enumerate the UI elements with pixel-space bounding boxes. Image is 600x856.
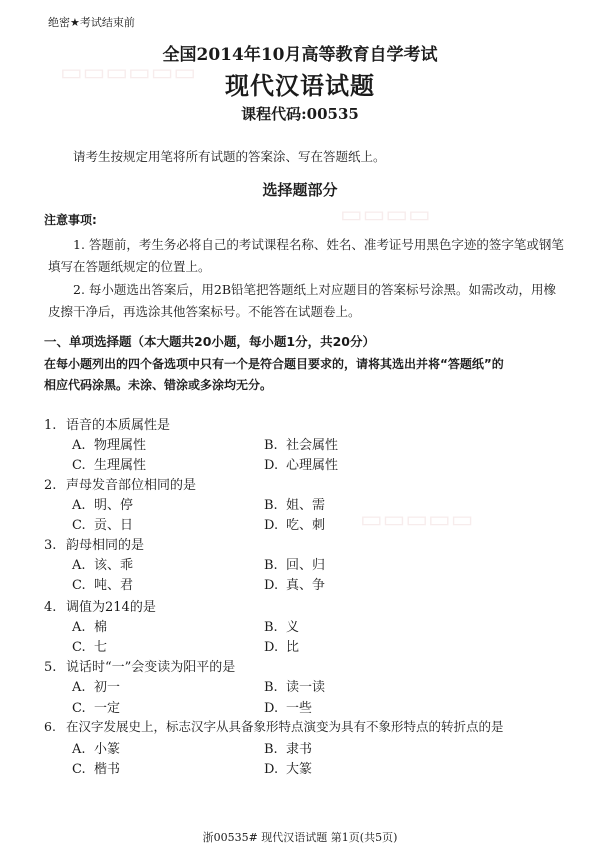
question-text: 调值为214的是 [66, 600, 156, 615]
question-text: 在汉字发展史上，标志汉字从具备象形特点演变为具有不象形特点的转折点的是 [66, 719, 504, 734]
question-text: 韵母相同的是 [66, 538, 145, 553]
option-label: D. [264, 578, 279, 593]
part-heading-main: 一、单项选择题 [44, 334, 132, 349]
option-text: 一些 [286, 701, 313, 716]
option-label: D. [264, 640, 279, 655]
secret-mark-suffix: 考试结束前 [79, 16, 135, 29]
option-text: 明、停 [94, 498, 134, 513]
course-code: 课程代码:00535 [241, 105, 359, 123]
part-directive-line1: 在每小题列出的四个备选项中只有一个是符合题目要求的，请将其选出并将“答题纸”的 [44, 357, 504, 371]
question-4 [44, 596, 156, 615]
answer-option-4C [72, 636, 107, 655]
watermark-decoration: ▭▭▭▭ [340, 200, 431, 228]
option-label: C. [72, 518, 86, 533]
general-instruction: 请考生按规定用笔将所有试题的答案涂、写在答题纸上。 [73, 149, 386, 164]
option-text: 隶书 [286, 742, 313, 757]
answer-option-5A [72, 676, 120, 695]
question-number: 1. [44, 418, 57, 433]
answer-option-1A [72, 434, 146, 453]
star-icon: ★ [70, 16, 80, 29]
question-number: 2. [44, 478, 57, 493]
answer-option-1B [264, 434, 338, 453]
watermark-decoration: ▭▭▭▭▭▭ [60, 58, 197, 86]
answer-option-4B [264, 616, 299, 635]
question-2 [44, 474, 196, 493]
option-text: 姐、需 [286, 498, 326, 513]
option-text: 楷书 [94, 762, 121, 777]
part-directive-line2: 相应代码涂黑。未涂、错涂或多涂均无分。 [44, 378, 273, 392]
option-label: B. [264, 438, 278, 453]
option-text: 真、争 [286, 578, 326, 593]
secret-mark [48, 14, 135, 30]
option-label: A. [72, 558, 86, 573]
question-1 [44, 414, 170, 433]
answer-option-1D [264, 454, 338, 473]
option-text: 读一读 [286, 680, 326, 695]
question-6 [44, 717, 504, 735]
answer-option-2B [264, 494, 325, 513]
notes-title: 注意事项: [44, 213, 97, 227]
option-text: 吨、君 [94, 578, 134, 593]
answer-option-4D [264, 636, 299, 655]
answer-option-5C [72, 697, 120, 716]
option-label: D. [264, 518, 279, 533]
option-text: 比 [286, 640, 300, 655]
option-text: 吃、刺 [286, 518, 326, 533]
option-text: 心理属性 [286, 458, 339, 473]
answer-option-1C [72, 454, 146, 473]
answer-option-6C [72, 758, 120, 777]
question-number: 5. [44, 660, 57, 675]
option-text: 七 [94, 640, 108, 655]
question-text: 声母发音部位相同的是 [66, 478, 197, 493]
option-text: 一定 [94, 701, 121, 716]
answer-option-6B [264, 738, 312, 757]
option-label: B. [264, 742, 278, 757]
question-3 [44, 534, 144, 553]
option-text: 回、归 [286, 558, 326, 573]
option-text: 生理属性 [94, 458, 147, 473]
note-item-2-line1: 2. 每小题选出答案后，用2B铅笔把答题纸上对应题目的答案标号涂黑。如需改动，用橡 [73, 282, 557, 297]
question-number: 3. [44, 538, 57, 553]
answer-option-6A [72, 738, 120, 757]
answer-option-5B [264, 676, 325, 695]
option-text: 该、乖 [94, 558, 134, 573]
answer-option-6D [264, 758, 312, 777]
note-item-1-line2: 填写在答题纸规定的位置上。 [48, 259, 211, 274]
answer-option-3B [264, 554, 325, 573]
answer-option-5D [264, 697, 312, 716]
option-text: 义 [286, 620, 300, 635]
question-number: 6. [44, 719, 56, 734]
option-label: A. [72, 498, 86, 513]
question-5 [44, 656, 235, 675]
option-label: B. [264, 680, 278, 695]
option-label: A. [72, 438, 86, 453]
option-text: 棉 [94, 620, 108, 635]
option-label: B. [264, 498, 278, 513]
page-title: 现代汉语试题 [225, 71, 375, 100]
answer-option-3D [264, 574, 325, 593]
option-label: D. [264, 701, 279, 716]
option-text: 社会属性 [286, 438, 339, 453]
question-text: 说话时“一”会变读为阳平的是 [66, 660, 236, 675]
answer-option-2C [72, 514, 133, 533]
option-text: 物理属性 [94, 438, 147, 453]
note-item-2-line2: 皮擦干净后，再选涂其他答案标号。不能答在试题卷上。 [48, 304, 361, 319]
part-heading-detail: （本大题共20小题，每小题1分，共20分） [131, 334, 376, 349]
option-text: 小篆 [94, 742, 121, 757]
section-title: 选择题部分 [262, 181, 338, 199]
option-label: A. [72, 742, 86, 757]
option-label: A. [72, 680, 86, 695]
option-label: C. [72, 701, 86, 716]
part-heading [44, 332, 375, 350]
watermark-decoration: ▭▭▭▭▭ [360, 505, 474, 533]
answer-option-4A [72, 616, 107, 635]
option-label: C. [72, 640, 86, 655]
option-label: A. [72, 620, 86, 635]
page-footer: 浙00535# 现代汉语试题 第1页(共5页) [202, 831, 398, 844]
option-label: B. [264, 558, 278, 573]
option-text: 贡、日 [94, 518, 134, 533]
option-label: C. [72, 578, 86, 593]
option-text: 大篆 [286, 762, 313, 777]
option-label: C. [72, 458, 86, 473]
answer-option-3C [72, 574, 133, 593]
question-text: 语音的本质属性是 [66, 418, 171, 433]
option-label: D. [264, 762, 279, 777]
question-number: 4. [44, 600, 57, 615]
answer-option-2A [72, 494, 133, 513]
option-text: 初一 [94, 680, 121, 695]
option-label: B. [264, 620, 278, 635]
secret-mark-label: 绝密 [48, 16, 70, 29]
option-label: C. [72, 762, 86, 777]
note-item-1-line1: 1. 答题前，考生务必将自己的考试课程名称、姓名、准考证号用黑色字迹的签字笔或钢笔 [73, 237, 564, 252]
answer-option-2D [264, 514, 325, 533]
answer-option-3A [72, 554, 133, 573]
option-label: D. [264, 458, 279, 473]
exam-name: 全国2014年10月高等教育自学考试 [162, 45, 438, 65]
